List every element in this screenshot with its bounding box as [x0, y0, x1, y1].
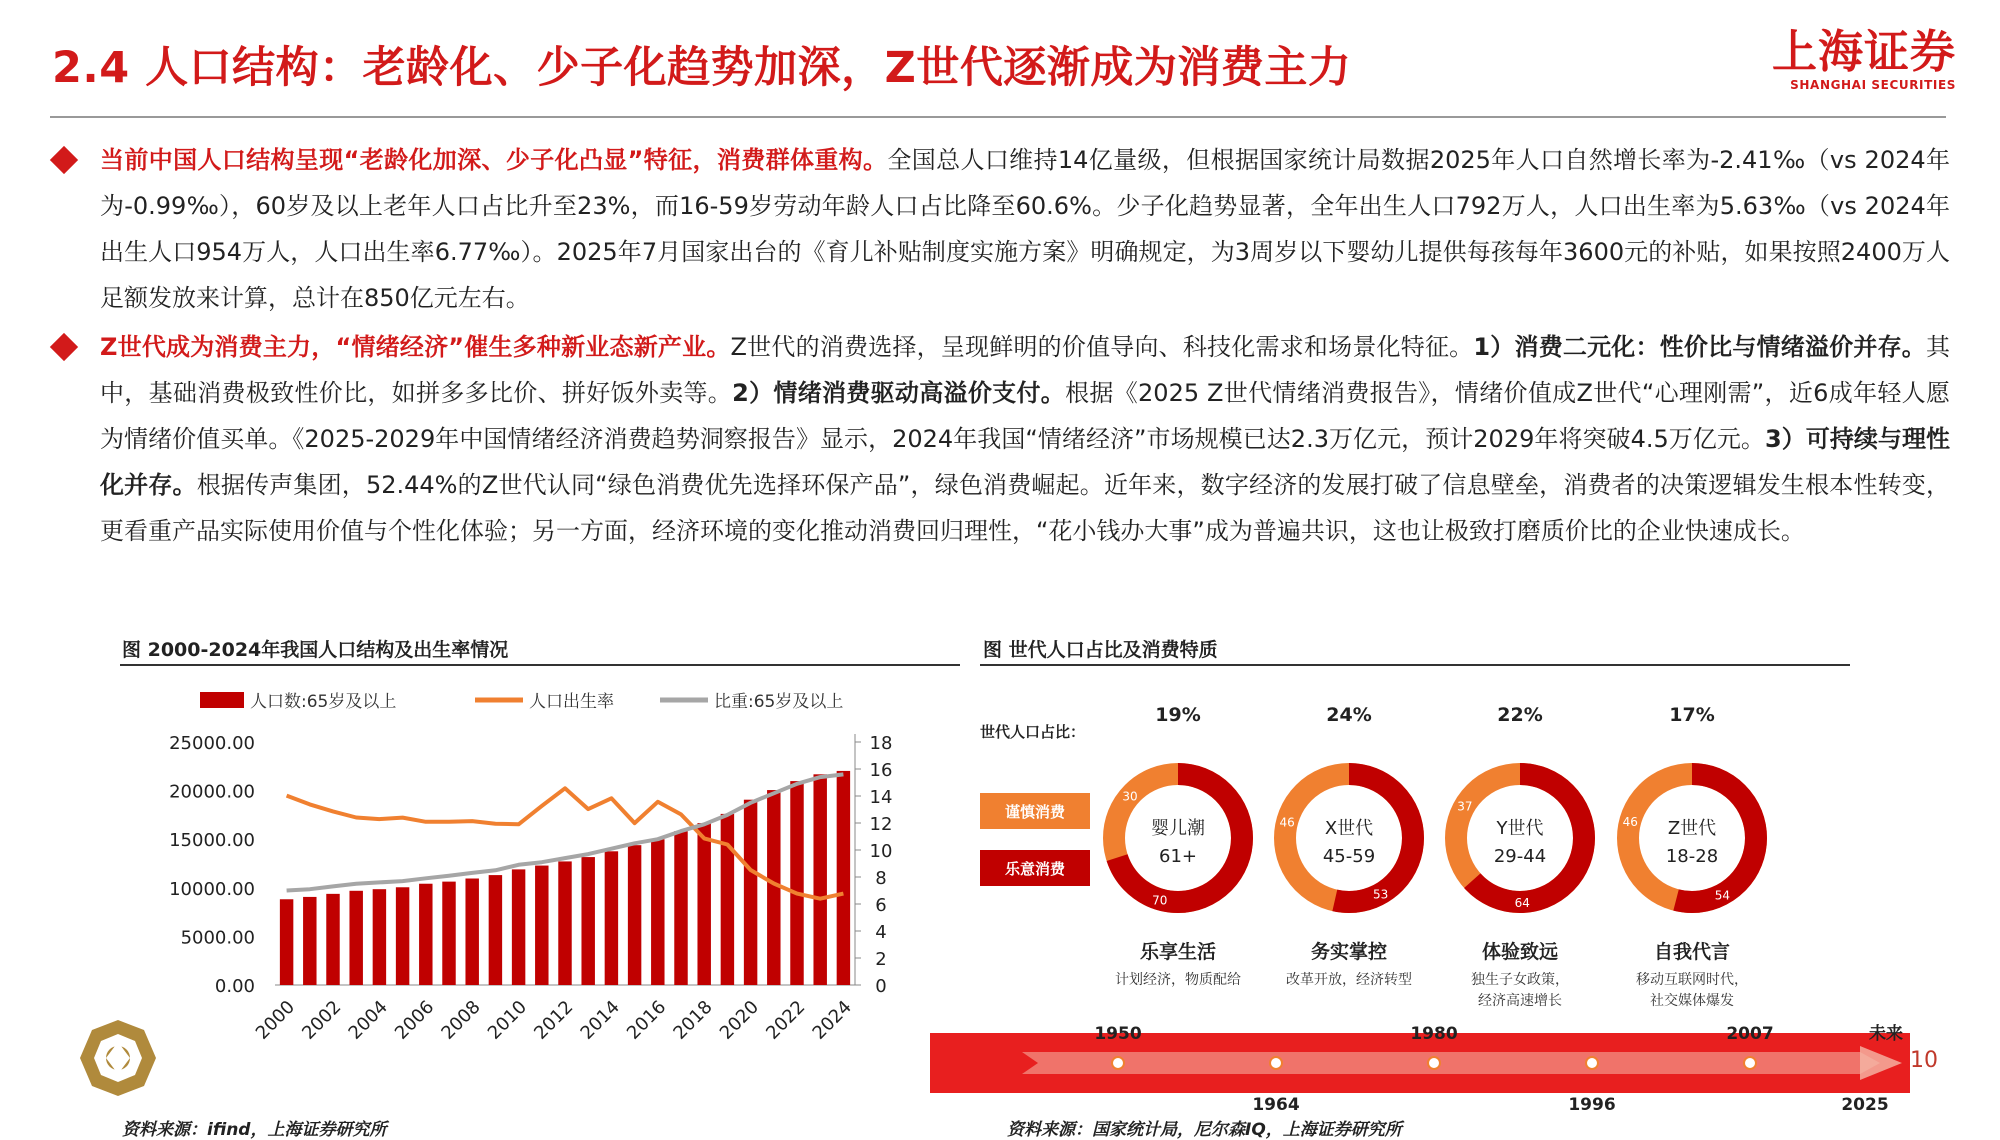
y-right-tick-label: 0: [875, 976, 887, 997]
timeline-year-bottom: 2025: [1841, 1095, 1889, 1115]
paragraph-aging: [100, 137, 1950, 321]
bar-pop-65plus: [651, 839, 664, 985]
figure-1-title: 图 2000-2024年我国人口结构及出生率情况: [122, 639, 509, 661]
bar-pop-65plus: [790, 781, 803, 985]
y-right-tick-label: 4: [875, 922, 887, 943]
y-left-tick-label: 10000.00: [169, 878, 255, 900]
donut-cautious-value: 46: [1622, 814, 1638, 829]
page-title: 2.4 人口结构：老龄化、少子化趋势加深，Z世代逐渐成为消费主力: [52, 43, 1352, 93]
timeline-marker: [1112, 1057, 1124, 1069]
bar-pop-65plus: [489, 875, 502, 985]
paragraph-genz-text-4: 根据传声集团，52.44%的Z世代认同“绿色消费优先选择环保产品”，绿色消费崛起。近年来，数字经济的发展打破了信息壁垒，消费者的决策逻辑发生根本性转变，更看重产品实际使用价值与个性化体验；另一方面，经济环境的变化推动消费回归理性，“花小钱办大事”成为普遍共识，这也让极致打磨质价比的企业快速成长。: [100, 471, 1950, 545]
generation-era-line2: 经济高速增长: [1478, 993, 1562, 1009]
y-right-tick-label: 6: [875, 895, 887, 916]
x-tick-label: 2018: [669, 996, 717, 1044]
y-left-tick-label: 0.00: [214, 976, 255, 997]
x-tick-label: 2000: [251, 996, 300, 1044]
paragraph-genz-text-3: 根据《2025 Z世代情绪消费报告》，情绪价值成Z世代“心理刚需”，近6成年轻人愿为情绪价值买单。《2025-2029年中国情绪经济消费趋势洞察报告》显示，2024年我国“情绪经济”市场规模已达2.3万亿元，预计2029年将突破4.5万亿元。: [100, 379, 1950, 453]
logo-english: SHANGHAI SECURITIES: [1790, 78, 1956, 92]
generation-era: 改革开放，经济转型: [1286, 972, 1412, 988]
page-number: 10: [1910, 1048, 1938, 1073]
bar-pop-65plus: [303, 897, 316, 985]
bar-pop-65plus: [697, 823, 710, 985]
donut-cautious-value: 30: [1122, 789, 1138, 804]
bar-pop-65plus: [512, 869, 525, 985]
paragraph-aging-body: 全国总人口维持14亿量级，但根据国家统计局数据2025年人口自然增长率为-2.41‰（vs 2024年为-0.99‰），60岁及以上老年人口占比升至23%，而16-59岁劳动年龄人口占比降至60.6%。少子化趋势显著，全年出生人口792万人，人口出生率为5.63‰（vs 2024年出生人口954万人，人口出生率6.77‰）。2025年7月国家出台的《育儿补贴制度实施方案》明确规定，为3周岁以下婴幼儿提供每孩每年3600元的补贴，如果按照2400万人足额发放来计算，总计在850亿元左右。: [100, 146, 1950, 312]
company-logo: [1766, 25, 1956, 92]
y-right-tick-label: 10: [869, 841, 893, 862]
bar-pop-65plus: [721, 814, 734, 985]
generation-trait: 务实掌控: [1310, 941, 1388, 963]
timeline-marker: [1428, 1057, 1440, 1069]
y-right-tick-label: 16: [869, 760, 893, 781]
figure-1-source: 资料来源：ifind，上海证券研究所: [122, 1120, 387, 1140]
generation-age-range: 45-59: [1322, 846, 1376, 867]
bar-pop-65plus: [744, 800, 757, 985]
header-divider: [50, 116, 1946, 118]
x-tick-label: 2002: [298, 996, 346, 1044]
paragraph-genz-headline: Z世代成为消费主力，“情绪经济”催生多种新业态新产业。: [100, 333, 731, 361]
legend-label: 人口出生率: [529, 692, 614, 712]
figure-2-title: 图 世代人口占比及消费特质: [983, 639, 1218, 661]
paragraph-genz-point-1: 1）消费二元化：性价比与情绪溢价并存。: [1473, 333, 1926, 361]
generation-name: 婴儿潮: [1151, 818, 1205, 839]
bar-pop-65plus: [280, 899, 293, 985]
x-tick-label: 2022: [762, 996, 810, 1044]
bar-pop-65plus: [373, 889, 386, 985]
bullet-diamond-icon: [50, 333, 78, 361]
paragraph-genz-point-2: 2）情绪消费驱动高溢价支付。: [732, 379, 1066, 407]
y-left-tick-label: 20000.00: [169, 781, 255, 803]
timeline-year-top: 1980: [1410, 1024, 1458, 1044]
y-right-tick-label: 18: [869, 733, 893, 754]
donut-willing-value: 54: [1714, 888, 1731, 903]
timeline-marker: [1270, 1057, 1282, 1069]
x-tick-label: 2006: [391, 996, 439, 1044]
paragraph-genz-point-3: 3）可持续与理性化并存。: [100, 425, 1951, 499]
timeline-year-top: 1950: [1094, 1024, 1142, 1044]
bar-pop-65plus: [419, 884, 432, 985]
bar-pop-65plus: [349, 891, 362, 985]
timeline-year-top: 未来: [1869, 1024, 1903, 1044]
population-chart: [140, 680, 920, 1090]
bar-pop-65plus: [465, 879, 478, 985]
generation-era: 计划经济，物质配给: [1115, 972, 1241, 988]
generation-share-pct: 22%: [1497, 704, 1543, 726]
generation-name: X世代: [1324, 818, 1374, 839]
legend-box-label: 谨慎消费: [1004, 803, 1066, 821]
figure-1-rule: [120, 664, 960, 666]
donut-cautious-value: 46: [1279, 815, 1295, 830]
generation-share-pct: 24%: [1326, 704, 1372, 726]
paragraph-genz-text-2: 其中，基础消费极致性价比，如拼多多比价、拼好饭外卖等。: [100, 333, 1950, 407]
emblem-logo-icon: [78, 1018, 158, 1098]
logo-chinese: 上海证券: [1771, 25, 1956, 78]
bar-pop-65plus: [535, 866, 548, 985]
timeline-year-bottom: 1996: [1568, 1095, 1616, 1115]
x-tick-label: 2016: [623, 996, 671, 1044]
x-tick-label: 2010: [483, 996, 532, 1044]
generation-share-pct: 17%: [1669, 704, 1715, 726]
x-tick-label: 2020: [715, 996, 764, 1044]
generation-trait: 乐享生活: [1139, 941, 1217, 963]
y-right-tick-label: 8: [875, 868, 887, 889]
y-right-tick-label: 12: [869, 814, 893, 835]
y-left-tick-label: 25000.00: [169, 733, 255, 754]
donut-willing-value: 53: [1373, 887, 1389, 902]
bar-pop-65plus: [837, 771, 850, 985]
legend-label: 比重:65岁及以上: [714, 692, 844, 712]
bar-pop-65plus: [442, 882, 455, 985]
bar-pop-65plus: [396, 887, 409, 985]
y-left-tick-label: 5000.00: [180, 927, 255, 949]
generation-era-line1: 独生子女政策，: [1471, 972, 1569, 988]
timeline-marker: [1586, 1057, 1598, 1069]
bullet-diamond-icon: [50, 146, 78, 174]
generation-age-range: 18-28: [1665, 846, 1719, 867]
paragraph-aging-headline: 当前中国人口结构呈现“老龄化加深、少子化凸显”特征，消费群体重构。: [100, 146, 888, 174]
y-right-tick-label: 2: [875, 949, 887, 970]
generation-name: Z世代: [1667, 818, 1717, 839]
generation-era-line2: 社交媒体爆发: [1650, 993, 1734, 1009]
bar-pop-65plus: [558, 861, 571, 985]
generation-name: Y世代: [1496, 818, 1544, 839]
bar-pop-65plus: [628, 845, 641, 985]
figure-2-rule: [980, 664, 1850, 666]
paragraph-genz-text-1: Z世代的消费选择，呈现鲜明的价值导向、科技化需求和场景化特征。: [730, 333, 1474, 361]
generation-trait: 体验致远: [1481, 941, 1559, 963]
x-tick-label: 2014: [576, 996, 624, 1044]
generation-graphic: [920, 680, 1920, 1120]
figure-2-source: 资料来源：国家统计局，尼尔森IQ，上海证券研究所: [1007, 1120, 1402, 1140]
donut-willing-value: 64: [1514, 895, 1530, 910]
bar-pop-65plus: [326, 894, 339, 985]
timeline-year-top: 2007: [1726, 1024, 1774, 1044]
timeline-year-bottom: 1964: [1252, 1095, 1300, 1115]
x-tick-label: 2008: [437, 996, 485, 1044]
y-left-tick-label: 15000.00: [169, 830, 255, 852]
donut-willing-value: 70: [1152, 893, 1168, 908]
bar-pop-65plus: [674, 831, 687, 985]
bar-pop-65plus: [581, 857, 594, 985]
generation-age-range: 61+: [1159, 846, 1197, 867]
timeline-marker: [1744, 1057, 1756, 1069]
legend-box-label: 乐意消费: [1004, 860, 1066, 878]
x-tick-label: 2004: [344, 996, 392, 1044]
generation-share-pct: 19%: [1155, 704, 1201, 726]
legend-label: 人口数:65岁及以上: [250, 692, 397, 712]
generation-era-line1: 移动互联网时代，: [1636, 972, 1748, 988]
legend-swatch-bar: [200, 692, 244, 708]
paragraph-genz: [100, 324, 1950, 554]
donut-cautious-value: 37: [1457, 799, 1473, 814]
x-tick-label: 2024: [808, 996, 856, 1044]
generation-age-range: 29-44: [1493, 846, 1547, 867]
generation-caption: 世代人口占比：: [980, 723, 1086, 741]
y-right-tick-label: 14: [869, 787, 893, 808]
generation-trait: 自我代言: [1653, 941, 1731, 963]
bar-pop-65plus: [605, 851, 618, 985]
x-tick-label: 2012: [530, 996, 578, 1044]
bar-pop-65plus: [813, 774, 826, 985]
